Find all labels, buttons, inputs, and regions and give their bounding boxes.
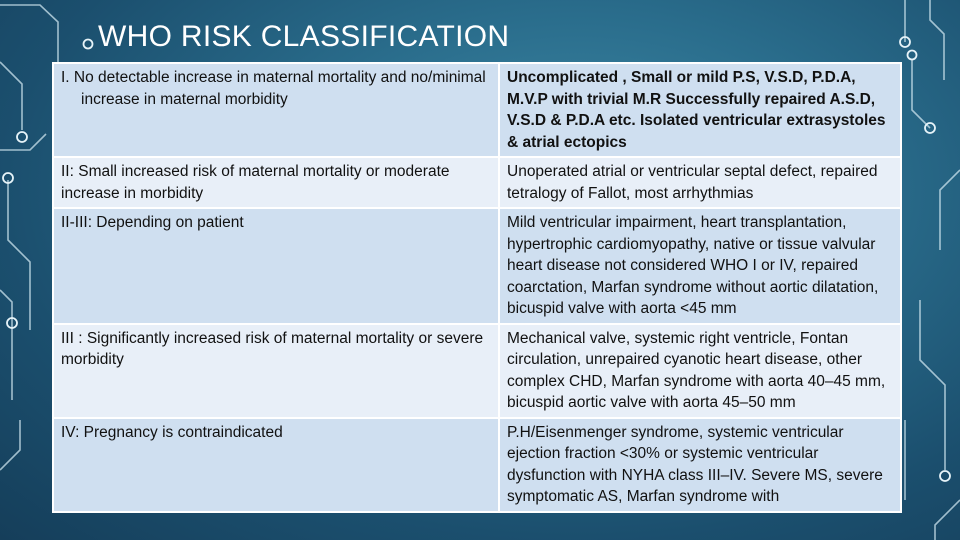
risk-class-cell: III : Significantly increased risk of maternal mortality or severe morbidity	[53, 324, 499, 418]
who-risk-table	[52, 62, 902, 513]
risk-class-cell: II-III: Depending on patient	[53, 208, 499, 324]
table-row	[53, 418, 901, 512]
conditions-cell: P.H/Eisenmenger syndrome, systemic ventricular ejection fraction <30% or systemic ventricular dysfunction with NYHA class III–IV. Severe MS, severe symptomatic AS, Marfan syndrome with	[499, 418, 901, 512]
conditions-cell: Mild ventricular impairment, heart transplantation, hypertrophic cardiomyopathy, native or tissue valvular heart disease not considered WHO I or IV, repaired coarctation, Marfan syndrome without aortic dilatation, bicuspid valve with aorta <45 mm	[499, 208, 901, 324]
risk-class-cell: II: Small increased risk of maternal mortality or moderate increase in morbidity	[53, 157, 499, 208]
conditions-cell: Mechanical valve, systemic right ventricle, Fontan circulation, unrepaired cyanotic heart disease, other complex CHD, Marfan syndrome with aorta 40–45 mm, bicuspid aortic valve with aorta 45–50 mm	[499, 324, 901, 418]
slide-title: WHO RISK CLASSIFICATION	[98, 20, 510, 53]
conditions-cell: Uncomplicated , Small or mild P.S, V.S.D, P.D.A, M.V.P with trivial M.R Successfully repaired A.S.D, V.S.D & P.D.A etc. Isolated ventricular extrasystoles & atrial ectopics	[499, 63, 901, 157]
risk-class-cell: I. No detectable increase in maternal mortality and no/minimal increase in maternal morbidity	[53, 63, 499, 157]
conditions-cell: Unoperated atrial or ventricular septal defect, repaired tetralogy of Fallot, most arrhythmias	[499, 157, 901, 208]
table-row	[53, 157, 901, 208]
table-row	[53, 208, 901, 324]
table-row	[53, 63, 901, 157]
table-row	[53, 324, 901, 418]
risk-class-cell: IV: Pregnancy is contraindicated	[53, 418, 499, 512]
